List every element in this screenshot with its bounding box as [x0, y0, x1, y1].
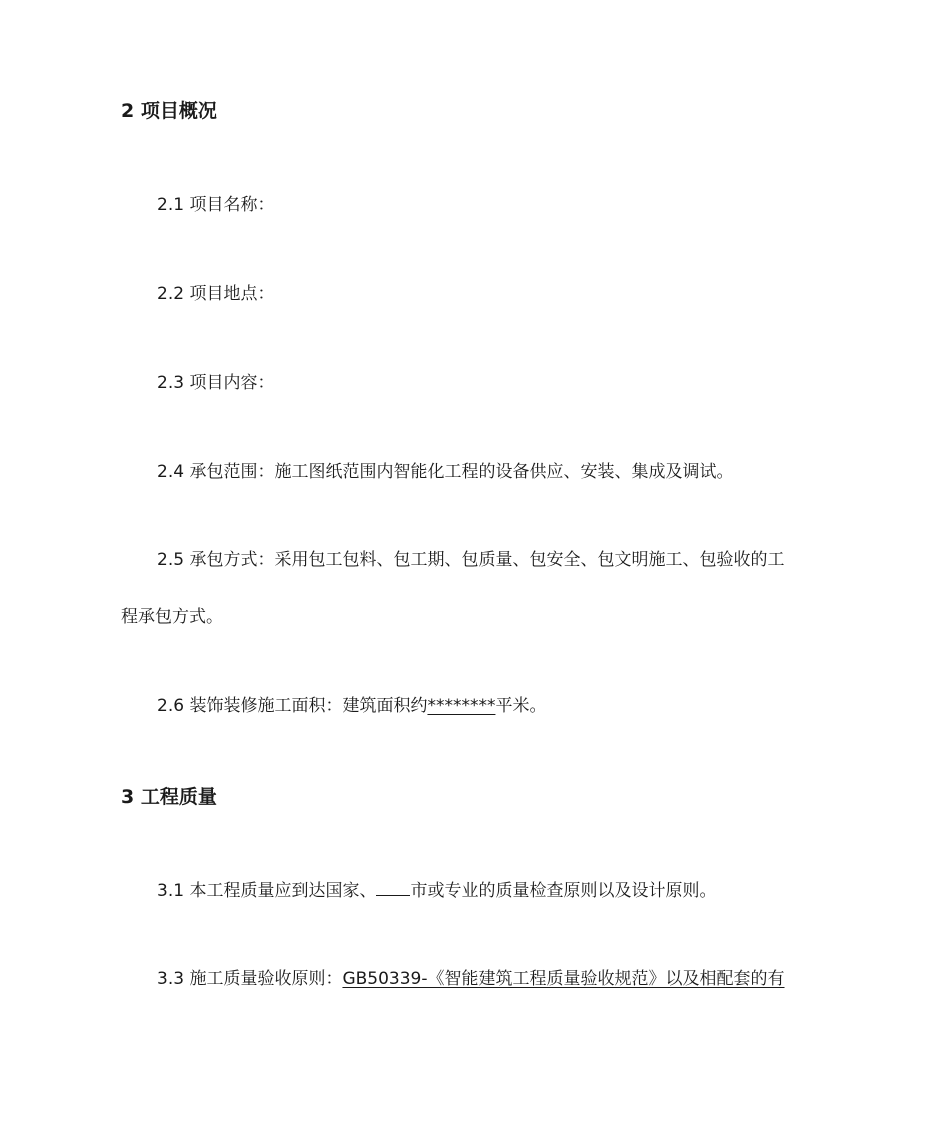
item-3-3-acceptance-standard: [157, 967, 785, 991]
item-3-1-blank: [376, 878, 410, 896]
item-2-6-suffix: 平米。: [495, 696, 547, 716]
item-2-6-area-value: ********: [427, 696, 496, 716]
item-2-5-contract-method-line2: 程承包方式。: [121, 607, 223, 627]
item-2-5-contract-method-line1: 2.5 承包方式：采用包工包料、包工期、包质量、包安全、包文明施工、包验收的工: [157, 550, 785, 570]
item-2-2-project-location: 2.2 项目地点：: [157, 284, 275, 304]
item-2-4-contract-scope: 2.4 承包范围：施工图纸范围内智能化工程的设备供应、安装、集成及调试。: [157, 462, 734, 482]
item-3-3-prefix: 3.3 施工质量验收原则：: [157, 969, 343, 989]
item-2-6-prefix: 2.6 装饰装修施工面积：建筑面积约: [157, 696, 428, 716]
item-3-1-suffix: 市或专业的质量检查原则以及设计原则。: [410, 881, 717, 901]
item-2-6-construction-area: [157, 694, 546, 718]
item-2-3-project-content: 2.3 项目内容：: [157, 373, 275, 393]
item-3-1-prefix: 3.1 本工程质量应到达国家、: [157, 881, 377, 901]
section-3-heading: 3 工程质量: [121, 786, 217, 808]
item-3-3-standard-reference: GB50339-《智能建筑工程质量验收规范》以及相配套的有: [342, 969, 785, 989]
item-2-1-project-name: 2.1 项目名称：: [157, 195, 275, 215]
section-2-heading: 2 项目概况: [121, 100, 217, 122]
item-3-1-quality-standard: [157, 878, 716, 903]
